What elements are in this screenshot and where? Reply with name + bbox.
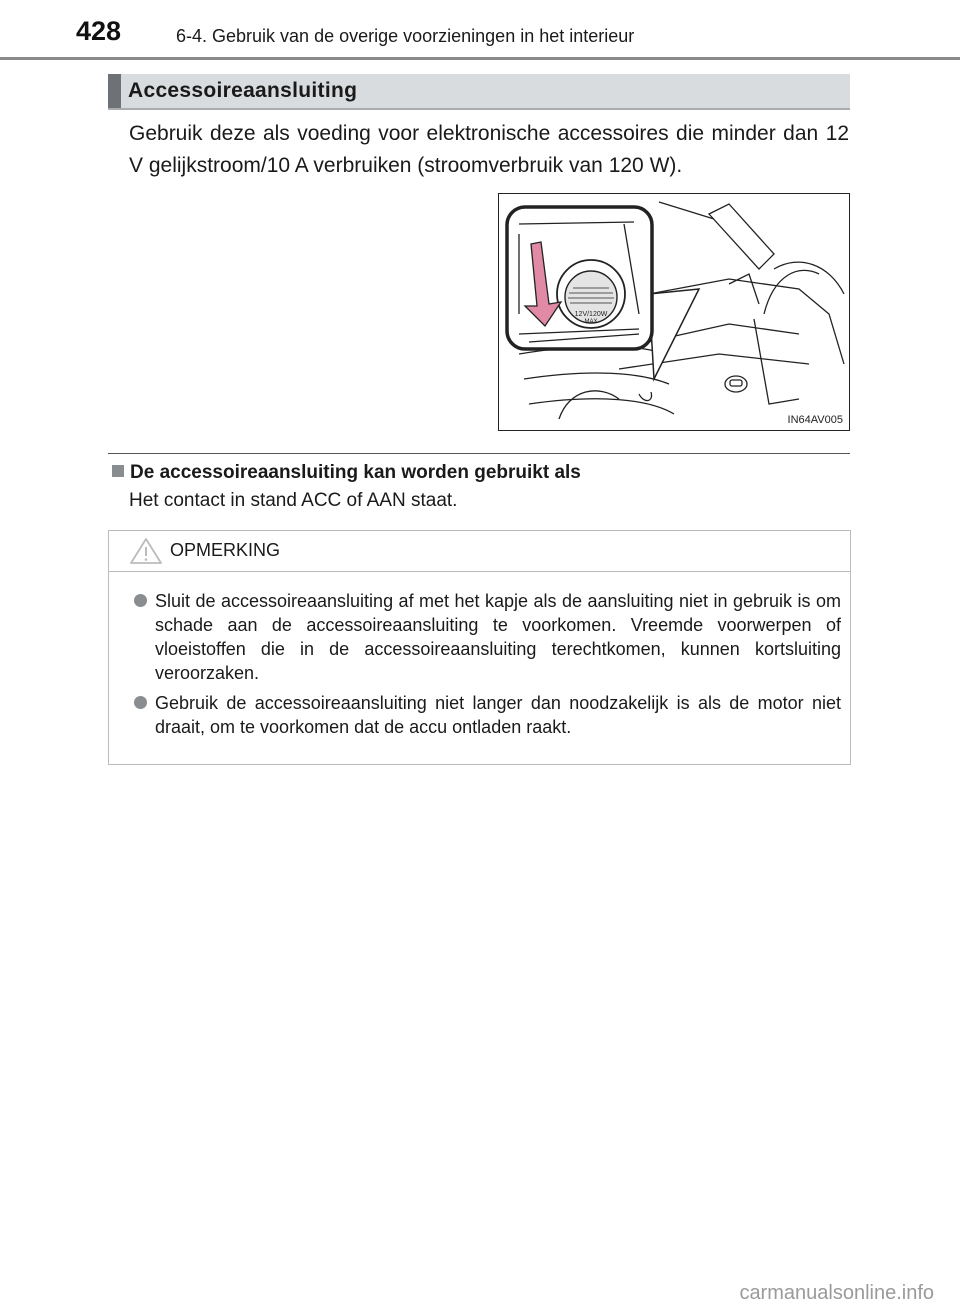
round-bullet-icon [134,696,147,709]
notice-item [155,589,841,685]
notice-item-text: Gebruik de accessoireaansluiting niet langer dan noodzakelijk is als de motor niet draait, om te voorkomen dat de accu ontladen raakt. [155,693,841,737]
accessory-socket-figure [498,193,850,431]
cap-max-text: MAX [584,319,598,325]
section-divider [108,453,850,454]
round-bullet-icon [134,594,147,607]
section-heading-bar [108,74,850,110]
running-header: 6-4. Gebruik van de overige voorzieningen in het interieur [176,26,635,46]
header-rule [0,57,960,60]
usage-heading [112,462,581,484]
figure-code: IN64AV005 [787,414,843,426]
usage-text: Het contact in stand ACC of AAN staat. [129,490,458,511]
notice-box [108,530,851,765]
square-bullet-icon [112,465,124,477]
notice-label: OPMERKING [170,540,281,560]
cap-rating-text: 12V/120W [574,311,608,318]
watermark: carmanualsonline.info [739,1282,934,1304]
section-title: Accessoireaansluiting [128,79,358,102]
warning-triangle-icon [129,537,163,565]
notice-item [155,691,841,739]
notice-item-text: Sluit de accessoireaansluiting af met het kapje als de aansluiting niet in gebruik is om schade aan de accessoireaansluiting te voorkomen. Vreemde voorwerpen of vloeistoffen die in de accessoireaansluiting terechtkomen, kunnen kortsluiting veroorzaken. [155,591,841,683]
usage-heading-text: De accessoireaansluiting kan worden gebruikt als [130,462,581,483]
console-illustration [499,194,849,430]
intro-paragraph: Gebruik deze als voeding voor elektronische accessoires die minder dan 12 V gelijkstroom/10 A verbruiken (stroomverbruik van 120 W). [129,122,849,177]
notice-header [109,531,850,572]
section-accent [108,74,121,108]
page-number: 428 [76,16,122,46]
